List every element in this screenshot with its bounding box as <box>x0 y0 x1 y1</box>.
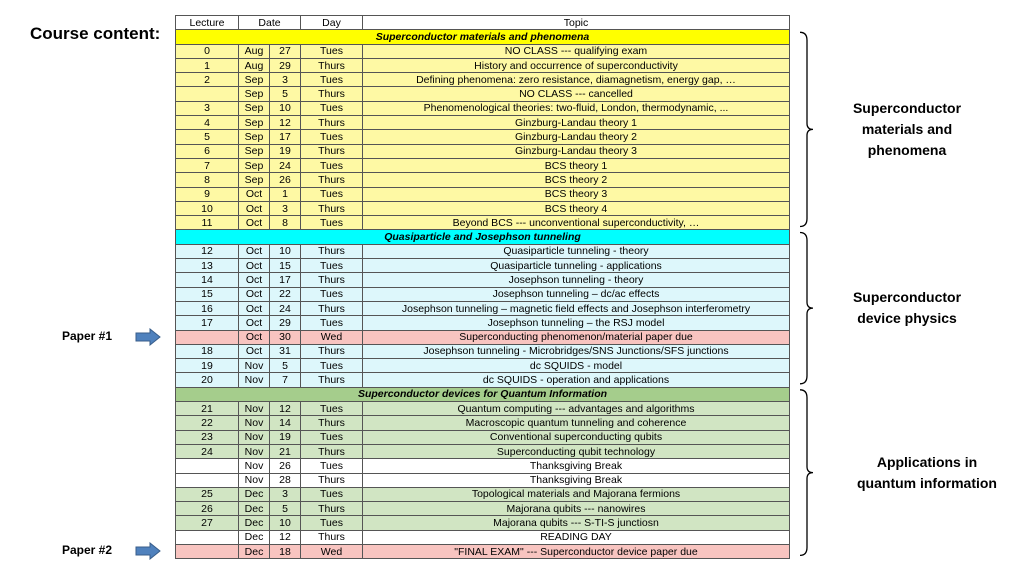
day-of-month-cell: 5 <box>270 502 301 516</box>
schedule-row <box>176 173 790 187</box>
schedule-row <box>176 373 790 387</box>
lecture-cell: 27 <box>176 516 239 530</box>
lecture-cell: 14 <box>176 273 239 287</box>
weekday-cell: Tues <box>301 402 363 416</box>
schedule-row <box>176 116 790 130</box>
schedule-row <box>176 430 790 444</box>
lecture-cell: 25 <box>176 487 239 501</box>
month-cell: Dec <box>239 544 270 558</box>
day-of-month-cell: 3 <box>270 487 301 501</box>
weekday-cell: Thurs <box>301 344 363 358</box>
schedule-row <box>176 316 790 330</box>
day-of-month-cell: 17 <box>270 130 301 144</box>
topic-cell: BCS theory 1 <box>363 158 790 172</box>
lecture-cell: 11 <box>176 216 239 230</box>
topic-cell: "FINAL EXAM" --- Superconductor device paper due <box>363 544 790 558</box>
topic-cell: Beyond BCS --- unconventional superconductivity, … <box>363 216 790 230</box>
topic-cell: Conventional superconducting qubits <box>363 430 790 444</box>
paper-marker-label: Paper #1 <box>62 328 113 343</box>
month-cell: Sep <box>239 116 270 130</box>
topic-cell: Defining phenomena: zero resistance, diamagnetism, energy gap, … <box>363 73 790 87</box>
schedule-row <box>176 530 790 544</box>
topic-cell: NO CLASS --- cancelled <box>363 87 790 101</box>
schedule-row <box>176 73 790 87</box>
schedule-row <box>176 516 790 530</box>
lecture-cell: 23 <box>176 430 239 444</box>
topic-cell: Josephson tunneling - theory <box>363 273 790 287</box>
topic-cell: Josephson tunneling – dc/ac effects <box>363 287 790 301</box>
lecture-cell: 21 <box>176 402 239 416</box>
schedule-row <box>176 87 790 101</box>
topic-cell: Ginzburg-Landau theory 1 <box>363 116 790 130</box>
month-cell: Sep <box>239 87 270 101</box>
day-of-month-cell: 26 <box>270 459 301 473</box>
day-of-month-cell: 24 <box>270 301 301 315</box>
topic-cell: dc SQUIDS - operation and applications <box>363 373 790 387</box>
topic-cell: BCS theory 2 <box>363 173 790 187</box>
topic-cell: Ginzburg-Landau theory 3 <box>363 144 790 158</box>
month-cell: Nov <box>239 430 270 444</box>
lecture-cell: 22 <box>176 416 239 430</box>
lecture-cell: 9 <box>176 187 239 201</box>
weekday-cell: Tues <box>301 459 363 473</box>
month-cell: Nov <box>239 444 270 458</box>
section-side-label <box>812 98 1002 161</box>
weekday-cell: Tues <box>301 73 363 87</box>
topic-cell: Ginzburg-Landau theory 2 <box>363 130 790 144</box>
course-content-heading: Course content: <box>30 24 161 43</box>
topic-cell: Josephson tunneling – the RSJ model <box>363 316 790 330</box>
month-cell: Sep <box>239 144 270 158</box>
lecture-cell <box>176 473 239 487</box>
lecture-cell: 7 <box>176 158 239 172</box>
schedule-row <box>176 144 790 158</box>
day-of-month-cell: 28 <box>270 473 301 487</box>
weekday-cell: Tues <box>301 187 363 201</box>
section-title: Superconductor materials and phenomena <box>176 30 790 44</box>
day-of-month-cell: 14 <box>270 416 301 430</box>
side-label-line: materials and <box>861 120 953 137</box>
lecture-cell: 15 <box>176 287 239 301</box>
lecture-cell: 2 <box>176 73 239 87</box>
schedule-row <box>176 473 790 487</box>
section-header-row <box>176 230 790 244</box>
header-topic: Topic <box>363 16 790 30</box>
month-cell: Sep <box>239 73 270 87</box>
weekday-cell: Wed <box>301 544 363 558</box>
topic-cell: Quantum computing --- advantages and algorithms <box>363 402 790 416</box>
topic-cell: dc SQUIDS - model <box>363 359 790 373</box>
day-of-month-cell: 15 <box>270 259 301 273</box>
weekday-cell: Tues <box>301 430 363 444</box>
topic-cell: Phenomenological theories: two-fluid, London, thermodynamic, ... <box>363 101 790 115</box>
month-cell: Oct <box>239 344 270 358</box>
day-of-month-cell: 3 <box>270 73 301 87</box>
side-label-line: quantum information <box>857 474 997 491</box>
schedule-row <box>176 158 790 172</box>
lecture-cell: 24 <box>176 444 239 458</box>
weekday-cell: Thurs <box>301 116 363 130</box>
schedule-row <box>176 287 790 301</box>
topic-cell: Thanksgiving Break <box>363 473 790 487</box>
schedule-row <box>176 416 790 430</box>
lecture-cell: 19 <box>176 359 239 373</box>
header-row <box>176 16 790 30</box>
weekday-cell: Thurs <box>301 444 363 458</box>
weekday-cell: Tues <box>301 158 363 172</box>
month-cell: Dec <box>239 530 270 544</box>
schedule-row <box>176 359 790 373</box>
weekday-cell: Thurs <box>301 416 363 430</box>
day-of-month-cell: 10 <box>270 516 301 530</box>
lecture-cell <box>176 330 239 344</box>
section-brace <box>800 32 813 226</box>
section-brace <box>800 390 813 556</box>
schedule-row <box>176 44 790 58</box>
weekday-cell: Thurs <box>301 373 363 387</box>
month-cell: Nov <box>239 473 270 487</box>
side-label-line: Superconductor <box>852 99 962 116</box>
section-side-label <box>832 452 1022 494</box>
side-label-line: Applications in <box>876 453 978 470</box>
day-of-month-cell: 7 <box>270 373 301 387</box>
day-of-month-cell: 8 <box>270 216 301 230</box>
lecture-cell: 16 <box>176 301 239 315</box>
weekday-cell: Tues <box>301 287 363 301</box>
month-cell: Sep <box>239 173 270 187</box>
schedule-row <box>176 259 790 273</box>
topic-cell: Superconducting qubit technology <box>363 444 790 458</box>
day-of-month-cell: 22 <box>270 287 301 301</box>
lecture-cell: 17 <box>176 316 239 330</box>
weekday-cell: Thurs <box>301 502 363 516</box>
lecture-cell: 6 <box>176 144 239 158</box>
topic-cell: Josephson tunneling – magnetic field effects and Josephson interferometry <box>363 301 790 315</box>
schedule-row <box>176 459 790 473</box>
day-of-month-cell: 29 <box>270 316 301 330</box>
day-of-month-cell: 10 <box>270 244 301 258</box>
section-side-label <box>812 287 1002 329</box>
topic-cell: READING DAY <box>363 530 790 544</box>
weekday-cell: Tues <box>301 359 363 373</box>
day-of-month-cell: 27 <box>270 44 301 58</box>
day-of-month-cell: 1 <box>270 187 301 201</box>
schedule-row <box>176 201 790 215</box>
month-cell: Dec <box>239 487 270 501</box>
day-of-month-cell: 17 <box>270 273 301 287</box>
schedule-row <box>176 330 790 344</box>
weekday-cell: Thurs <box>301 473 363 487</box>
side-label-line: device physics <box>857 310 957 327</box>
lecture-cell: 12 <box>176 244 239 258</box>
schedule-row <box>176 273 790 287</box>
lecture-cell <box>176 530 239 544</box>
month-cell: Nov <box>239 459 270 473</box>
section-title: Quasiparticle and Josephson tunneling <box>176 230 790 244</box>
month-cell: Dec <box>239 516 270 530</box>
day-of-month-cell: 18 <box>270 544 301 558</box>
lecture-cell <box>176 459 239 473</box>
month-cell: Sep <box>239 130 270 144</box>
lecture-cell: 1 <box>176 58 239 72</box>
day-of-month-cell: 29 <box>270 58 301 72</box>
topic-cell: Majorana qubits --- nanowires <box>363 502 790 516</box>
day-of-month-cell: 26 <box>270 173 301 187</box>
weekday-cell: Tues <box>301 216 363 230</box>
lecture-cell: 13 <box>176 259 239 273</box>
topic-cell: Quasiparticle tunneling - applications <box>363 259 790 273</box>
month-cell: Nov <box>239 373 270 387</box>
section-header-row <box>176 387 790 401</box>
weekday-cell: Tues <box>301 516 363 530</box>
weekday-cell: Thurs <box>301 301 363 315</box>
weekday-cell: Tues <box>301 130 363 144</box>
month-cell: Dec <box>239 502 270 516</box>
topic-cell: Majorana qubits --- S-TI-S junctiosn <box>363 516 790 530</box>
weekday-cell: Thurs <box>301 201 363 215</box>
weekday-cell: Tues <box>301 316 363 330</box>
section-brace <box>800 233 813 384</box>
month-cell: Oct <box>239 201 270 215</box>
month-cell: Oct <box>239 287 270 301</box>
schedule-row <box>176 244 790 258</box>
day-of-month-cell: 19 <box>270 430 301 444</box>
day-of-month-cell: 12 <box>270 116 301 130</box>
weekday-cell: Tues <box>301 101 363 115</box>
lecture-cell: 8 <box>176 173 239 187</box>
weekday-cell: Thurs <box>301 173 363 187</box>
weekday-cell: Tues <box>301 259 363 273</box>
month-cell: Oct <box>239 330 270 344</box>
topic-cell: History and occurrence of superconductivity <box>363 58 790 72</box>
schedule-row <box>176 130 790 144</box>
month-cell: Nov <box>239 402 270 416</box>
weekday-cell: Tues <box>301 44 363 58</box>
section-header-row <box>176 30 790 44</box>
day-of-month-cell: 30 <box>270 330 301 344</box>
day-of-month-cell: 24 <box>270 158 301 172</box>
schedule-table <box>175 15 790 559</box>
weekday-cell: Tues <box>301 487 363 501</box>
day-of-month-cell: 5 <box>270 87 301 101</box>
day-of-month-cell: 3 <box>270 201 301 215</box>
lecture-cell: 18 <box>176 344 239 358</box>
day-of-month-cell: 12 <box>270 530 301 544</box>
lecture-cell: 5 <box>176 130 239 144</box>
month-cell: Oct <box>239 244 270 258</box>
month-cell: Oct <box>239 273 270 287</box>
topic-cell: NO CLASS --- qualifying exam <box>363 44 790 58</box>
month-cell: Sep <box>239 158 270 172</box>
schedule-row <box>176 187 790 201</box>
month-cell: Sep <box>239 101 270 115</box>
day-of-month-cell: 5 <box>270 359 301 373</box>
topic-cell: Josephson tunneling - Microbridges/SNS Junctions/SFS junctions <box>363 344 790 358</box>
schedule-row <box>176 344 790 358</box>
lecture-cell: 20 <box>176 373 239 387</box>
right-arrow-icon <box>135 328 161 346</box>
header-day: Day <box>301 16 363 30</box>
schedule-row <box>176 444 790 458</box>
topic-cell: Quasiparticle tunneling - theory <box>363 244 790 258</box>
day-of-month-cell: 10 <box>270 101 301 115</box>
month-cell: Nov <box>239 359 270 373</box>
side-label-line: phenomena <box>867 141 947 158</box>
weekday-cell: Thurs <box>301 144 363 158</box>
schedule-row <box>176 487 790 501</box>
paper-marker-label: Paper #2 <box>62 543 113 558</box>
weekday-cell: Thurs <box>301 530 363 544</box>
lecture-cell: 0 <box>176 44 239 58</box>
schedule-row <box>176 58 790 72</box>
day-of-month-cell: 19 <box>270 144 301 158</box>
topic-cell: BCS theory 3 <box>363 187 790 201</box>
lecture-cell: 26 <box>176 502 239 516</box>
side-label-line: Superconductor <box>852 289 962 306</box>
weekday-cell: Thurs <box>301 273 363 287</box>
month-cell: Oct <box>239 187 270 201</box>
weekday-cell: Thurs <box>301 244 363 258</box>
lecture-cell: 3 <box>176 101 239 115</box>
header-date: Date <box>239 16 301 30</box>
section-braces <box>795 0 825 576</box>
weekday-cell: Thurs <box>301 87 363 101</box>
weekday-cell: Wed <box>301 330 363 344</box>
topic-cell: Topological materials and Majorana fermions <box>363 487 790 501</box>
header-lecture: Lecture <box>176 16 239 30</box>
schedule-row <box>176 402 790 416</box>
schedule-row <box>176 301 790 315</box>
right-arrow-icon <box>135 542 161 560</box>
lecture-cell: 10 <box>176 201 239 215</box>
day-of-month-cell: 12 <box>270 402 301 416</box>
schedule-row <box>176 544 790 558</box>
weekday-cell: Thurs <box>301 58 363 72</box>
day-of-month-cell: 21 <box>270 444 301 458</box>
topic-cell: Macroscopic quantum tunneling and coherence <box>363 416 790 430</box>
lecture-cell <box>176 87 239 101</box>
month-cell: Oct <box>239 259 270 273</box>
day-of-month-cell: 31 <box>270 344 301 358</box>
lecture-cell: 4 <box>176 116 239 130</box>
month-cell: Oct <box>239 216 270 230</box>
month-cell: Nov <box>239 416 270 430</box>
month-cell: Oct <box>239 301 270 315</box>
month-cell: Aug <box>239 58 270 72</box>
schedule-row <box>176 101 790 115</box>
month-cell: Oct <box>239 316 270 330</box>
schedule-row <box>176 216 790 230</box>
topic-cell: BCS theory 4 <box>363 201 790 215</box>
schedule-row <box>176 502 790 516</box>
topic-cell: Superconducting phenomenon/material paper due <box>363 330 790 344</box>
lecture-cell <box>176 544 239 558</box>
topic-cell: Thanksgiving Break <box>363 459 790 473</box>
section-title: Superconductor devices for Quantum Information <box>176 387 790 401</box>
month-cell: Aug <box>239 44 270 58</box>
